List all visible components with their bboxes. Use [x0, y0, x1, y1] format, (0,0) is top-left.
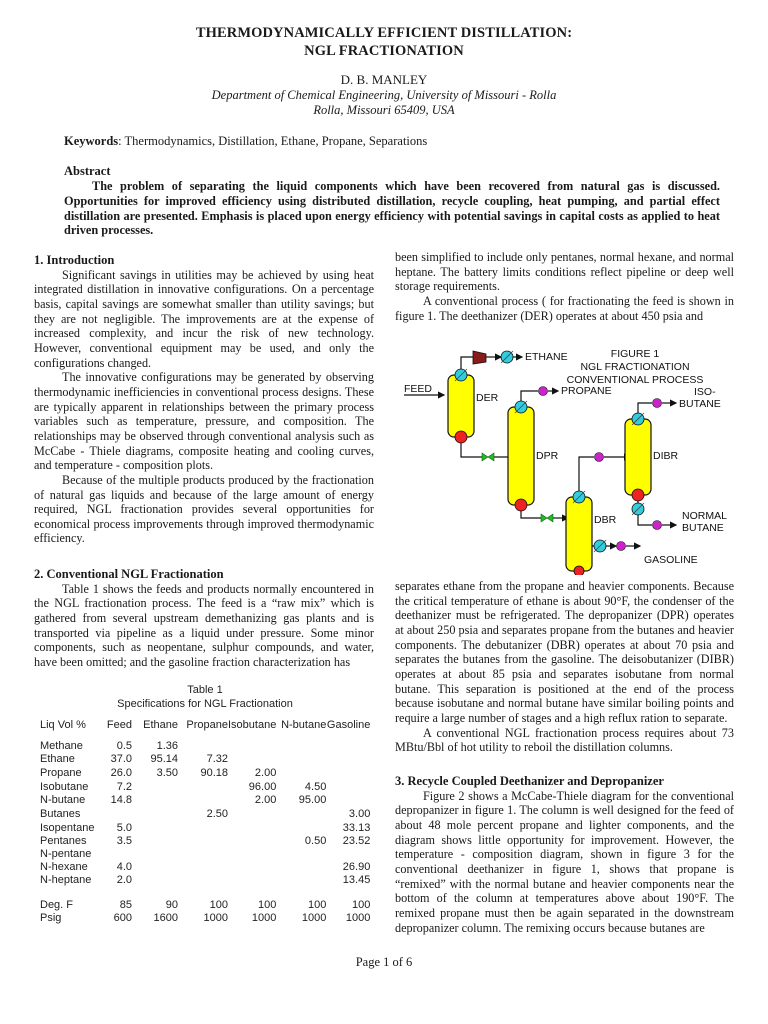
- row-label: N-butane: [40, 794, 86, 806]
- table-cell: [326, 794, 370, 807]
- section-heading-recycle: 3. Recycle Coupled Deethanizer and Depropanizer: [395, 774, 664, 788]
- table-row: [40, 766, 370, 781]
- table-cell: [228, 861, 276, 874]
- paragraph: Table 1 shows the feeds and products normally encountered in the NGL fractionation process. The feed is a “raw mix” which is gathered from several upstream demethanizing gas plants and is transported via pipeline as a liquid under pressure. Some minor components, such as neopentane, sulphur compounds, and water, have been omitted; and the gasoline fraction characterization has: [34, 581, 374, 669]
- affiliation-line-1: Department of Chemical Engineering, University of Missouri - Rolla: [211, 88, 557, 102]
- table-cell: 90.18: [200, 767, 228, 779]
- table-row: [40, 912, 370, 925]
- table-cell: [228, 874, 276, 887]
- table-cell: [102, 807, 132, 822]
- specifications-table: [40, 719, 370, 925]
- keywords-label: Keywords: [64, 134, 119, 148]
- table-row: [40, 807, 370, 822]
- table-cell: [132, 794, 178, 807]
- table-cell: 96.00: [248, 781, 277, 793]
- table-cell: [132, 835, 178, 848]
- table-row: [40, 899, 370, 912]
- table-cell: 2.0: [116, 874, 132, 886]
- table-cell: 14.8: [110, 794, 132, 806]
- table-row: [40, 874, 370, 887]
- abstract-heading: Abstract: [64, 164, 111, 178]
- table-caption: [30, 683, 380, 711]
- column-header: Liq Vol %: [40, 719, 86, 731]
- paper-title: [0, 24, 768, 60]
- table-cell: [228, 835, 276, 848]
- right-column-top: [395, 250, 734, 323]
- affiliation: [0, 88, 768, 118]
- table-cell: [276, 848, 326, 861]
- table-cell: [178, 740, 228, 753]
- table-cell: [326, 740, 370, 753]
- table-cell: 26.0: [110, 767, 132, 779]
- table-cell: [326, 848, 370, 861]
- keywords-text: : Thermodynamics, Distillation, Ethane, Propane, Separations: [118, 134, 428, 148]
- table-cell: 3.00: [348, 808, 371, 820]
- table-cell: [276, 807, 326, 822]
- right-column-middle: [395, 579, 734, 755]
- table-cell: [228, 822, 276, 835]
- table-cell: [178, 794, 228, 807]
- column-header: Isobutane: [228, 719, 277, 731]
- row-label: Isopentane: [40, 822, 95, 834]
- table-caption-line-1: Table 1: [187, 684, 223, 696]
- table-cell: [326, 766, 370, 781]
- table-cell: 85: [119, 899, 132, 911]
- column-header: Gasoline: [326, 719, 371, 731]
- table-cell: [132, 781, 178, 794]
- table-spacer: [40, 887, 370, 899]
- title-line-2: NGL FRACTIONATION: [304, 43, 464, 59]
- column-dibr: [625, 419, 651, 495]
- table-cell: 100: [209, 899, 228, 911]
- column-header: Propane: [186, 719, 228, 731]
- table-cell: [132, 822, 178, 835]
- row-label: Psig: [40, 912, 62, 924]
- table-cell: 2.50: [206, 808, 228, 820]
- author: D. B. MANLEY: [340, 72, 428, 87]
- introduction-section: [34, 253, 374, 546]
- table-cell: [132, 861, 178, 874]
- table-cell: 95.14: [150, 753, 178, 765]
- section-heading-conventional: 2. Conventional NGL Fractionation: [34, 567, 224, 581]
- table-cell: 90: [165, 899, 178, 911]
- gasoline-product-label: GASOLINE: [644, 554, 698, 566]
- table-cell: 7.32: [206, 753, 228, 765]
- table-cell: 4.50: [304, 781, 327, 793]
- table-row: [40, 835, 370, 848]
- paragraph: The innovative configurations may be generated by observing thermodynamic inefficiencies in conventional process designs. These are typically apparent in relationships between the primary process variables such as temperature, pressure, and composition. The relationships may be observed through conventional analysis such as McCabe - Thiele diagrams, composite heating and cooling curves, and temperature - composition plots.: [34, 370, 374, 473]
- table-cell: 5.0: [116, 822, 132, 834]
- row-label: N-hexane: [40, 861, 88, 873]
- table-cell: 2.00: [254, 794, 277, 806]
- table-cell: 0.5: [116, 740, 132, 752]
- table-cell: 2.00: [254, 767, 277, 779]
- paragraph: A conventional process ( for fractionating the feed is shown in figure 1. The deethanizer (DER) operates at about 450 psia and: [395, 293, 734, 323]
- table-cell: 37.0: [110, 753, 132, 765]
- table-cell: 95.00: [298, 794, 327, 806]
- column-header: Feed: [106, 719, 132, 731]
- normal-butane-label-2: BUTANE: [682, 522, 724, 534]
- recycle-section: [395, 774, 734, 935]
- table-cell: [178, 835, 228, 848]
- table-1: [40, 683, 380, 925]
- conventional-section: [34, 567, 374, 670]
- page-number: Page 1 of 6: [355, 955, 413, 969]
- ethane-product-label: ETHANE: [525, 351, 568, 363]
- table-cell: 1000: [203, 912, 228, 924]
- table-cell: [326, 781, 370, 794]
- column-header: Ethane: [143, 719, 178, 731]
- table-cell: [276, 766, 326, 781]
- table-row: [40, 848, 370, 861]
- table-cell: [178, 781, 228, 794]
- table-row: [40, 740, 370, 753]
- table-cell: [228, 753, 276, 766]
- keywords: [64, 134, 427, 149]
- table-cell: 1000: [345, 912, 371, 924]
- dbr-label: DBR: [594, 514, 617, 526]
- table-cell: [276, 822, 326, 835]
- table-cell: [178, 861, 228, 874]
- row-label: Pentanes: [40, 835, 87, 847]
- table-cell: 33.13: [342, 822, 371, 834]
- table-cell: 1.36: [156, 740, 178, 752]
- table-row: [40, 861, 370, 874]
- table-cell: [102, 848, 132, 861]
- row-label: Isobutane: [40, 781, 89, 793]
- dibr-label: DIBR: [653, 450, 679, 462]
- table-header-row: [40, 719, 370, 740]
- table-cell: [326, 753, 370, 766]
- table-cell: [132, 848, 178, 861]
- table-cell: [132, 807, 178, 822]
- table-cell: 3.50: [156, 767, 178, 779]
- table-cell: 0.50: [304, 835, 327, 847]
- table-cell: 13.45: [342, 874, 371, 886]
- table-cell: [276, 740, 326, 753]
- table-cell: 4.0: [116, 861, 132, 873]
- title-line-1: THERMODYNAMICALLY EFFICIENT DISTILLATION:: [195, 25, 573, 41]
- feed-label: FEED: [404, 383, 433, 395]
- paragraph: been simplified to include only pentanes, normal hexane, and normal heptane. The battery limits conditions reflect pipeline or deep well storage requirements.: [395, 250, 734, 294]
- table-cell: 7.2: [116, 781, 132, 793]
- figure-title-2: NGL FRACTIONATION: [580, 361, 690, 373]
- figure-1-process-diagram: [398, 335, 748, 575]
- table-cell: 26.90: [342, 861, 371, 873]
- section-heading-introduction: 1. Introduction: [34, 253, 115, 267]
- figure-title-1: FIGURE 1: [610, 348, 660, 360]
- row-label: Ethane: [40, 753, 75, 765]
- table-caption-line-2: Specifications for NGL Fractionation: [117, 698, 293, 710]
- table-cell: [178, 848, 228, 861]
- table-row: [40, 822, 370, 835]
- abstract-text: The problem of separating the liquid components which have been recovered from natural gas is discussed. Opportunities for improved efficiency using distributed distillation, recycle coupling, heat pumping, and partial effect distillation are presented. Emphasis is placed upon energy efficiency with potential savings in capital costs as applied to heat driven processes.: [64, 179, 720, 238]
- table-cell: [228, 740, 276, 753]
- table-cell: [276, 861, 326, 874]
- paragraph: A conventional NGL fractionation process requires about 73 MBtu/Bbl of hot utility to reboil the distillation columns.: [395, 725, 734, 755]
- table-cell: 100: [351, 899, 371, 911]
- row-label: N-pentane: [40, 848, 92, 860]
- normal-butane-label-1: NORMAL: [682, 510, 727, 522]
- table-cell: 1000: [301, 912, 327, 924]
- isobutane-label-1: ISO-: [694, 386, 716, 398]
- isobutane-label-2: BUTANE: [679, 398, 721, 410]
- paragraph: separates ethane from the propane and heavier components. Because the critical temperature of ethane is about 90°F, the condenser of the deethanizer must be refrigerated. The depropanizer (DPR) operates at about 250 psia and separates propane from the butanes and heavier components. The debutanizer (DBR) operates at about 70 psia and separates the butanes from the gasoline. The deisobutanizer (DIBR) operates at about 85 psia and separates isobutane from normal butane. This separation is positioned at the end of the process because isobutane and normal butane have similar boiling points and require a large number of stages and a high reflux ration to separate.: [395, 579, 734, 725]
- figure-title-3: CONVENTIONAL PROCESS: [566, 374, 704, 386]
- paragraph: Significant savings in utilities may be achieved by using heat integrated distillation in innovative configurations. On a percentage basis, capital savings are somewhat smaller than utility savings; but they are not negligible. The improvements are at the expense of increased complexity, and incur the risk of new technology. However, conventional equipment may be used, and only the configurations changed.: [34, 267, 374, 370]
- table-cell: 23.52: [342, 835, 371, 847]
- row-label: Propane: [40, 767, 82, 779]
- row-label: Methane: [40, 740, 83, 752]
- paragraph: Figure 2 shows a McCabe-Thiele diagram for the conventional depropanizer in figure 1. The column is well designed for the feed of about 48 mole percent propane and lighter components, and the diagram shows little opportunity for improvement. However, the temperature - composition diagram, shown in figure 3 for the conventional deethanizer in figure 1, shows that propane is “remixed” with the normal butane and heavier components near the bottom of the column at temperatures above about 190°F. The remixed propane must then be again separated in the downstream depropanizer column. The remixing occurs because butanes are: [395, 788, 734, 935]
- table-cell: [228, 807, 276, 822]
- column-der: [448, 375, 474, 437]
- dpr-label: DPR: [536, 450, 559, 462]
- column-dbr: [566, 497, 592, 571]
- table-cell: 100: [257, 899, 277, 911]
- table-cell: 3.5: [116, 835, 132, 847]
- table-cell: [178, 874, 228, 887]
- table-cell: 100: [307, 899, 327, 911]
- table-row: [40, 794, 370, 807]
- table-cell: [132, 874, 178, 887]
- propane-product-label: PROPANE: [561, 385, 612, 397]
- table-cell: [228, 848, 276, 861]
- table-cell: [276, 753, 326, 766]
- row-label: Butanes: [40, 808, 81, 820]
- affiliation-line-2: Rolla, Missouri 65409, USA: [313, 103, 455, 117]
- table-cell: [276, 874, 326, 887]
- der-label: DER: [476, 392, 499, 404]
- paragraph: Because of the multiple products produced by the fractionation of natural gas liquids and because of the large amount of energy required, NGL fractionation provides several opportunities for economical process improvements through improved thermodynamic efficiency.: [34, 472, 374, 546]
- column-dpr: [508, 407, 534, 505]
- table-cell: 600: [113, 912, 132, 924]
- table-row: [40, 753, 370, 766]
- table-cell: 1600: [153, 912, 178, 924]
- row-label: N-heptane: [40, 874, 92, 886]
- table-cell: [178, 822, 228, 835]
- table-row: [40, 781, 370, 794]
- row-label: Deg. F: [40, 899, 74, 911]
- table-cell: 1000: [251, 912, 277, 924]
- column-header: N-butane: [281, 719, 327, 731]
